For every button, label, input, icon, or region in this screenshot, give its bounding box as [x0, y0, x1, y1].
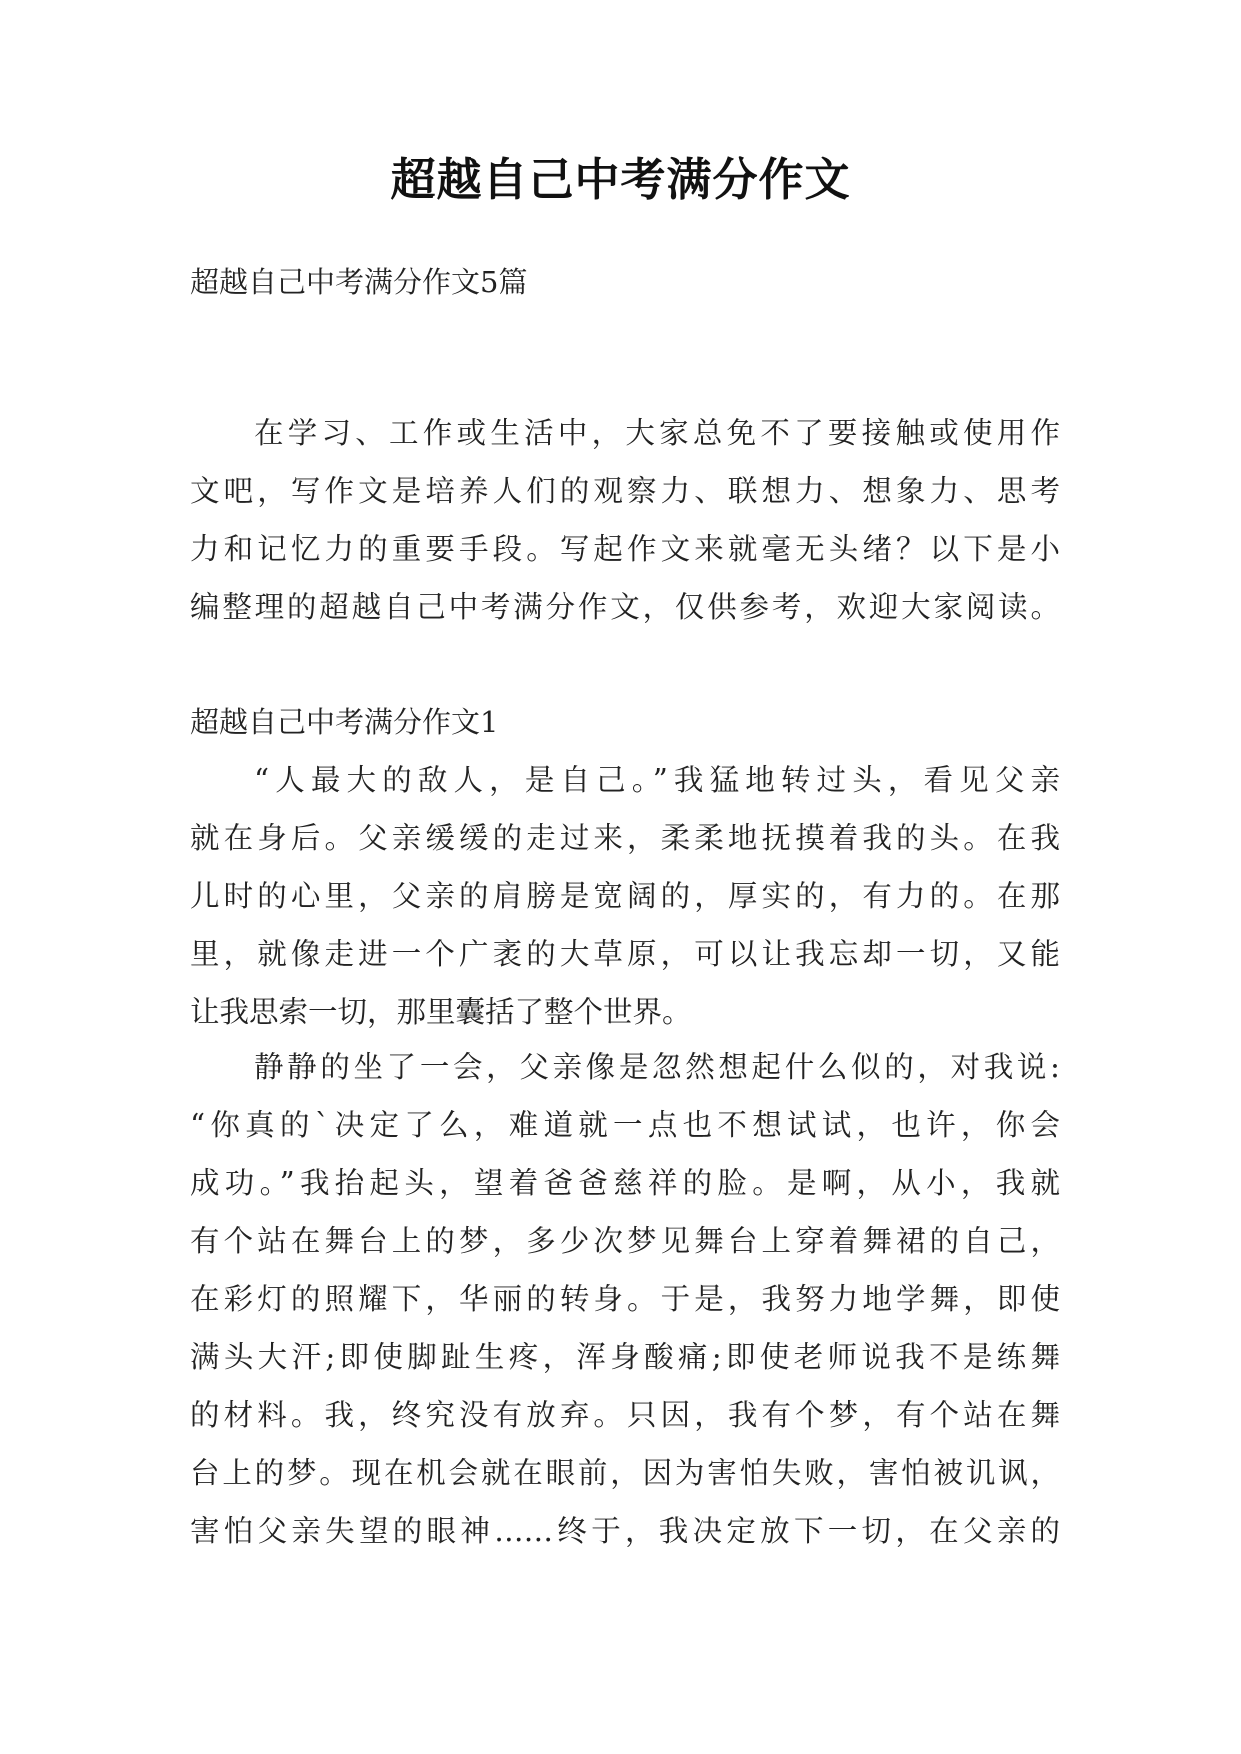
paragraph-line: 让我思索一切，那里囊括了整个世界。	[190, 995, 692, 1029]
section-heading-1: 超越自己中考满分作文1	[190, 705, 499, 739]
paragraph-line: 的材料。我，终究没有放弃。只因，我有个梦，有个站在舞	[190, 1398, 1060, 1432]
paragraph-line: 静静的坐了一会，父亲像是忽然想起什么似的，对我说:	[254, 1050, 1060, 1084]
paragraph-line: 成功。”我抬起头，望着爸爸慈祥的脸。是啊，从小，我就	[190, 1166, 1060, 1200]
paragraph-line: 满头大汗;即使脚趾生疼，浑身酸痛;即使老师说我不是练舞	[190, 1340, 1060, 1374]
essay-paragraph-1	[190, 751, 1060, 1041]
paragraph-line: 有个站在舞台上的梦，多少次梦见舞台上穿着舞裙的自己，	[190, 1224, 1060, 1258]
paragraph-line: 台上的梦。现在机会就在眼前，因为害怕失败，害怕被讥讽，	[190, 1456, 1060, 1490]
intro-paragraph	[190, 404, 1060, 636]
paragraph-line: 儿时的心里，父亲的肩膀是宽阔的，厚实的，有力的。在那	[190, 879, 1060, 913]
document-subtitle: 超越自己中考满分作文5篇	[190, 265, 528, 299]
intro-line: 在学习、工作或生活中，大家总免不了要接触或使用作	[254, 416, 1060, 450]
intro-line: 文吧，写作文是培养人们的观察力、联想力、想象力、思考	[190, 474, 1060, 508]
paragraph-line: 害怕父亲失望的眼神……终于，我决定放下一切，在父亲的	[190, 1514, 1060, 1548]
paragraph-line: “你真的`决定了么，难道就一点也不想试试，也许，你会	[190, 1108, 1060, 1142]
paragraph-line: “人最大的敌人，是自己。”我猛地转过头，看见父亲	[254, 763, 1060, 797]
paragraph-line: 里，就像走进一个广袤的大草原，可以让我忘却一切，又能	[190, 937, 1060, 971]
document-title: 超越自己中考满分作文	[390, 153, 851, 206]
paragraph-line: 在彩灯的照耀下，华丽的转身。于是，我努力地学舞，即使	[190, 1282, 1060, 1316]
essay-paragraph-2	[190, 1038, 1060, 1560]
intro-line: 力和记忆力的重要手段。写起作文来就毫无头绪？以下是小	[190, 532, 1060, 566]
intro-line: 编整理的超越自己中考满分作文，仅供参考，欢迎大家阅读。	[190, 590, 1060, 624]
paragraph-line: 就在身后。父亲缓缓的走过来，柔柔地抚摸着我的头。在我	[190, 821, 1060, 855]
